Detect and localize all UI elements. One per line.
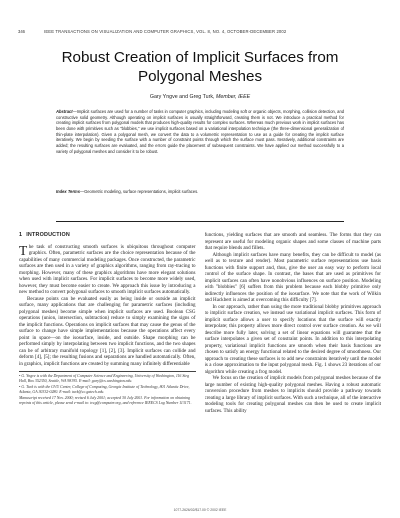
page-number: 346: [18, 29, 25, 34]
drop-cap: T: [19, 242, 28, 258]
body-columns: [19, 232, 381, 504]
left-column: [19, 232, 196, 504]
abstract-label: Abstract: [56, 109, 73, 114]
footnote-manuscript: Manuscript received 17 Nov. 2000; revised 6 July 2001; accepted 30 July 2001. For information on obtaining reprints of this article, please send e-mail to: tvcg@computer.org, and reference IEEECS Log Number 113171.: [19, 395, 192, 405]
running-header: [18, 29, 382, 34]
title-line-2: Polygonal Meshes: [137, 68, 263, 85]
right-column: [205, 232, 382, 504]
author-names: Gary Yngve and Greg Turk,: [149, 94, 215, 100]
paragraph-text: he task of constructing smooth surfaces is ubiquitous throughout computer graphics. Often, parametric surfaces are the choice representation because of the capabilities of many commercial modeling packages. Once constructed, the parametric surfaces are then used in a variety of graphics algorithms, ranging from ray-tracing to morphing. However, many of these graphics algorithms have more elegant solutions when used with implicit surfaces. For implicit surfaces to become more widely used, however, they must become easier to create. We approach this issue by introducing a new method to convert polygonal surfaces to smooth implicit surfaces automatically.: [19, 243, 196, 295]
author-role: Member, IEEE: [216, 94, 251, 100]
paragraph: We focus on the creation of implicit models from polygonal meshes because of the large number of existing high-quality polygonal meshes. Having a robust automatic conversion procedure from meshes to implicits should provide a pathway towards creating a large library of implicit surfaces. With such a technique, all of the interactive modeling tools for creating polygonal meshes can then be used to create implicit surfaces. This ability: [204, 375, 381, 414]
copyright-code: 1077-2626/02/$17.00 © 2002 IEEE: [173, 508, 227, 512]
divider-rule: [56, 221, 344, 222]
title-line-1: Robust Creation of Implicit Surfaces from: [61, 49, 339, 66]
footnote-author-2: • G. Turk is with the GVU Center, College of Computing, Georgia Institute of Technology, 801 Atlantic Drive, Atlanta, GA 30332-0280. E-mail: turk@cc.gatech.edu.: [19, 384, 190, 394]
section-heading: [19, 232, 196, 239]
abstract: [56, 109, 344, 154]
paragraph: Because points can be evaluated easily as being inside or outside an implicit surface, many applications that are challenging for parametric surfaces (including polygonal meshes) become simple when implicit surfaces are used. Boolean CSG operations (union, intersection, subtraction) reduce to simply examining the signs of the implicit functions. Operations on implicit surfaces that may cause the genus of the surface to change have simple implementations because the operations affect every point in space—on the isosurface, inside, and outside. Shape morphing can be performed simply by interpolating between two implicit functions, and the two shapes can be of arbitrary manifold topology [1], [2], [3]. Implicit surfaces can collide and deform [4], [5]; the resulting fusions and separations are handled automatically. Often, in graphics, implicit functions are created by summing many infinitely differentiable: [19, 295, 196, 367]
index-terms-text: —Geometric modeling, surface representations, implicit surfaces.: [79, 189, 199, 194]
journal-title: IEEE TRANSACTIONS ON VISUALIZATION AND COMPUTER GRAPHICS, VOL. 8, NO. 4, OCTOBER-DECEMBER 2002: [44, 29, 287, 34]
abstract-text: —Implicit surfaces are used for a number of tasks in computer graphics, including modeling soft or organic objects, morphing, collision detection, and constructive solid geometry. Although operating on implicit surfaces is usually straightforward, creating them is not. We introduce a practical method for creating implicit surfaces from polygonal models that produces high-quality results for complex surfaces. Whereas much previous work in implicit surfaces has been done with primitives such as "blobbies," we use implicit surfaces based on a variational interpolation technique (the three-dimensional generalization of thin-plate interpolation). Given a polygonal mesh, we convert the data to a volumetric representation to use as a guide for creating the implicit surface iteratively. We begin by seeding the surface with a number of constraint points through which the surface must pass. Iteratively, additional constraints are added; the resulting surfaces are evaluated, and the errors guide the placement of subsequent constraints. We have applied our method successfully to a variety of polygonal meshes and consider it to be robust.: [56, 109, 344, 154]
author-line: [40, 94, 360, 100]
section-title: INTRODUCTION: [26, 232, 70, 238]
footnote-author-1: • G. Yngve is with the Department of Computer Science and Engineering, University of Washington, 116 Sieg Hall, Box 352350, Seattle, WA 98195. E-mail: gary@cs.washington.edu.: [19, 374, 190, 383]
paragraph: [19, 244, 196, 296]
index-terms: [56, 189, 344, 195]
paragraph: functions, yielding surfaces that are smooth and seamless. The forms that they can represent are useful for modeling organic shapes and some classes of machine parts that require blends and fillets.: [204, 232, 381, 251]
section-number: 1: [19, 232, 23, 238]
paragraph: In our approach, rather than using the more traditional blobby primitives approach to implicit surface creation, we instead use variational implicit surfaces. This form of implicit surface allows a user to specify locations that the surface will exactly interpolate; this property allows more direct control over surface creation. As we will describe more fully later, solving a set of linear equations will guarantee that the surface interpolates a given set of constraint points. In addition to this interpolating property, variational implicit functions are smooth when their basis functions are chosen to satisfy an energy functional related to the desired degree of smoothness. Our approach to creating these surfaces is to add new constraints iteratively until the model is a close approximation to the input polygonal mesh. Fig. 1 shows 23 iterations of our algorithm while creating a frog model.: [204, 303, 381, 375]
paper-title: [40, 48, 360, 86]
index-terms-label: Index Terms: [56, 189, 80, 194]
paragraph: Although implicit surfaces have many benefits, they can be difficult to model (as well as to texture and render). Most parametric surface representations use basis functions with finite support and, thus, give the user an easy way to perform local control of the surface shape. In contrast, the bases that are used as primitives for implicit surfaces can often have nonobvious influences on surface position. Modeling with "blobbies" [6] suffers from this problem because each blobby primitive only indirectly influences the position of the isosurface. We note that the work of Wilkin and Hackbert is aimed at overcoming this difficulty [7].: [204, 251, 381, 303]
footnotes: [19, 371, 196, 405]
